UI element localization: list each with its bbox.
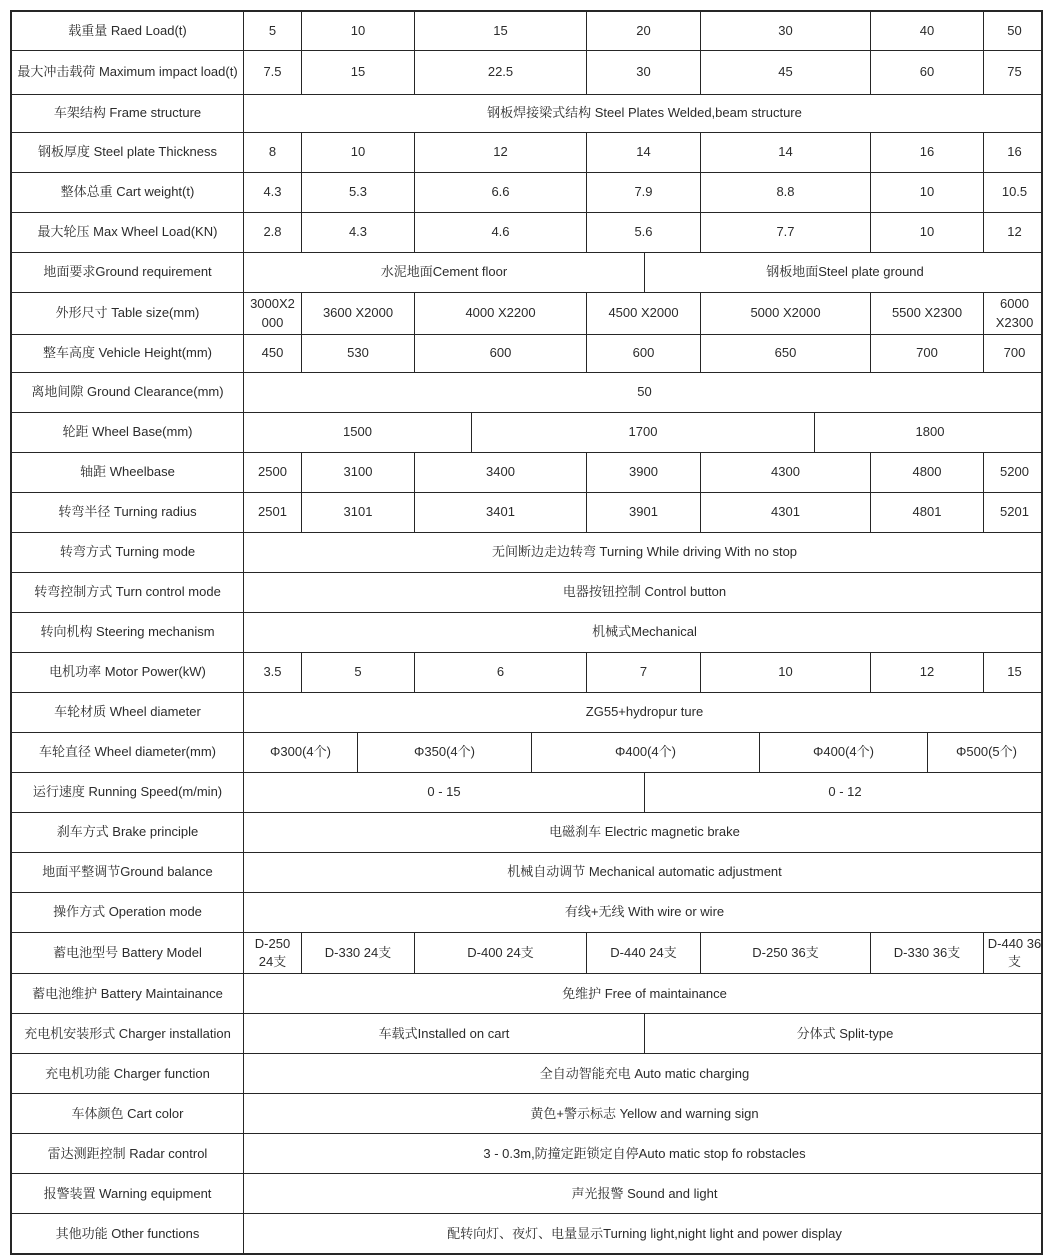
row-values xyxy=(244,373,1045,412)
row-values xyxy=(244,813,1045,852)
value-cell: 1700 xyxy=(472,413,815,452)
value-cell: 12 xyxy=(415,133,587,172)
row-values xyxy=(244,653,1045,692)
value-cell: 2501 xyxy=(244,493,302,532)
value-cell: 4801 xyxy=(871,493,984,532)
row-label: 充电机功能 Charger function xyxy=(12,1054,244,1093)
value-cell: 4800 xyxy=(871,453,984,492)
row-label: 车轮材质 Wheel diameter xyxy=(12,693,244,732)
row-label: 蓄电池维护 Battery Maintainance xyxy=(12,974,244,1013)
value-cell: 15 xyxy=(415,12,587,50)
table-row xyxy=(12,132,1041,172)
row-label: 车轮直径 Wheel diameter(mm) xyxy=(12,733,244,772)
value-cell: 3101 xyxy=(302,493,415,532)
row-values xyxy=(244,573,1045,612)
row-values xyxy=(244,613,1045,652)
value-cell: 10 xyxy=(302,12,415,50)
row-values xyxy=(244,293,1045,334)
value-cell: 12 xyxy=(871,653,984,692)
table-row xyxy=(12,492,1041,532)
row-values xyxy=(244,733,1045,772)
value-cell: 0 - 12 xyxy=(828,784,862,800)
value-cell: Φ300(4个) xyxy=(244,733,358,772)
value-cell: ZG55+hydropur ture xyxy=(585,704,704,720)
value-cell: 14 xyxy=(701,133,871,172)
value-cell: 600 xyxy=(415,335,587,372)
table-row xyxy=(12,572,1041,612)
table-row xyxy=(12,732,1041,772)
row-values xyxy=(244,693,1045,732)
value-cell: 有线+无线 With wire or wire xyxy=(564,904,725,920)
table-row xyxy=(12,1013,1041,1053)
row-label: 电机功率 Motor Power(kW) xyxy=(12,653,244,692)
value-cell: 5 xyxy=(302,653,415,692)
value-cell: 10 xyxy=(701,653,871,692)
row-label: 钢板厚度 Steel plate Thickness xyxy=(12,133,244,172)
value-cell: Φ500(5个) xyxy=(956,744,1017,760)
value-cell: 6.6 xyxy=(415,173,587,212)
row-values xyxy=(244,173,1045,212)
value-cell: Φ400(4个) xyxy=(760,733,928,772)
value-cell: 4500 X2000 xyxy=(587,293,701,334)
table-row xyxy=(12,372,1041,412)
row-values xyxy=(244,1014,1045,1053)
value-cell: D-250 36支 xyxy=(701,933,871,973)
value-cell: 全自动智能充电 Auto matic charging xyxy=(539,1065,750,1081)
value-cell: 3100 xyxy=(302,453,415,492)
value-cell: 650 xyxy=(701,335,871,372)
row-values xyxy=(244,453,1045,492)
value-cell: 电器按钮控制 Control button xyxy=(562,584,727,600)
row-label: 载重量 Raed Load(t) xyxy=(12,12,244,50)
table-row xyxy=(12,452,1041,492)
value-cell: 3900 xyxy=(587,453,701,492)
row-label: 外形尺寸 Table size(mm) xyxy=(12,293,244,334)
value-cell: 10 xyxy=(302,133,415,172)
value-cell: 10 xyxy=(871,173,984,212)
value-cell: D-250 24支 xyxy=(244,933,302,973)
table-row xyxy=(12,94,1041,132)
row-values xyxy=(244,493,1045,532)
value-cell: 22.5 xyxy=(415,51,587,94)
table-row xyxy=(12,334,1041,372)
value-cell: 5 xyxy=(244,12,302,50)
value-cell: 声光报警 Sound and light xyxy=(571,1185,718,1201)
value-cell: 1800 xyxy=(915,424,945,440)
value-cell: 0 - 15 xyxy=(244,773,645,812)
value-cell: 5200 xyxy=(1000,464,1029,480)
value-cell: 5.6 xyxy=(587,213,701,252)
value-cell: 5201 xyxy=(1000,504,1029,520)
value-cell: 钢板地面Steel plate ground xyxy=(766,264,924,280)
row-values xyxy=(244,413,1045,452)
row-label: 蓄电池型号 Battery Model xyxy=(12,933,244,973)
value-cell: 3901 xyxy=(587,493,701,532)
value-cell: 40 xyxy=(871,12,984,50)
row-values xyxy=(244,1054,1045,1093)
row-label: 雷达测距控制 Radar control xyxy=(12,1134,244,1173)
row-label: 转向机构 Steering mechanism xyxy=(12,613,244,652)
value-cell: 530 xyxy=(302,335,415,372)
table-row xyxy=(12,1173,1041,1213)
row-label: 操作方式 Operation mode xyxy=(12,893,244,932)
value-cell: 8.8 xyxy=(701,173,871,212)
value-cell: 30 xyxy=(701,12,871,50)
table-row xyxy=(12,292,1041,334)
table-row xyxy=(12,1213,1041,1253)
value-cell: 电磁刹车 Electric magnetic brake xyxy=(549,824,740,840)
table-row xyxy=(12,412,1041,452)
row-label: 报警装置 Warning equipment xyxy=(12,1174,244,1213)
row-label: 整车高度 Vehicle Height(mm) xyxy=(12,335,244,372)
value-cell: 10 xyxy=(871,213,984,252)
row-values xyxy=(244,1174,1045,1213)
value-cell: 机械自动调节 Mechanical automatic adjustment xyxy=(507,864,782,880)
value-cell: 10.5 xyxy=(1001,184,1028,200)
row-label: 地面平整调节Ground balance xyxy=(12,853,244,892)
row-label: 其他功能 Other functions xyxy=(12,1214,244,1253)
row-values xyxy=(244,12,1045,50)
table-row xyxy=(12,932,1041,973)
value-cell: 车载式Installed on cart xyxy=(244,1014,645,1053)
value-cell: Φ400(4个) xyxy=(532,733,760,772)
value-cell: 20 xyxy=(587,12,701,50)
value-cell: 4.3 xyxy=(302,213,415,252)
value-cell: 12 xyxy=(1007,224,1022,240)
table-row xyxy=(12,852,1041,892)
value-cell: 钢板焊接梁式结构 Steel Plates Welded,beam structure xyxy=(487,105,802,121)
value-cell: 14 xyxy=(587,133,701,172)
row-values xyxy=(244,335,1045,372)
row-values xyxy=(244,95,1045,132)
row-label: 充电机安装形式 Charger installation xyxy=(12,1014,244,1053)
value-cell: 6 xyxy=(415,653,587,692)
value-cell: 16 xyxy=(871,133,984,172)
value-cell: 免维护 Free of maintainance xyxy=(562,985,727,1001)
table-row xyxy=(12,973,1041,1013)
value-cell: 黄色+警示标志 Yellow and warning sign xyxy=(530,1105,759,1121)
table-row xyxy=(12,772,1041,812)
value-cell: 2500 xyxy=(244,453,302,492)
value-cell: 50 xyxy=(1007,22,1022,38)
row-values xyxy=(244,253,1045,292)
table-row xyxy=(12,1133,1041,1173)
row-label: 离地间隙 Ground Clearance(mm) xyxy=(12,373,244,412)
value-cell: 4.3 xyxy=(244,173,302,212)
table-row xyxy=(12,612,1041,652)
row-values xyxy=(244,133,1045,172)
table-row xyxy=(12,532,1041,572)
value-cell: D-400 24支 xyxy=(415,933,587,973)
value-cell: 75 xyxy=(1007,64,1022,80)
value-cell: 7 xyxy=(587,653,701,692)
value-cell: 15 xyxy=(1007,664,1022,680)
row-label: 整体总重 Cart weight(t) xyxy=(12,173,244,212)
row-label: 最大冲击载荷 Maximum impact load(t) xyxy=(12,51,244,94)
value-cell: 7.9 xyxy=(587,173,701,212)
row-values xyxy=(244,773,1045,812)
row-values xyxy=(244,974,1045,1013)
value-cell: 30 xyxy=(587,51,701,94)
value-cell: 3.5 xyxy=(244,653,302,692)
table-row xyxy=(12,1053,1041,1093)
table-row xyxy=(12,692,1041,732)
value-cell: 4000 X2200 xyxy=(415,293,587,334)
value-cell: 5.3 xyxy=(302,173,415,212)
row-values xyxy=(244,213,1045,252)
value-cell: 3 - 0.3m,防撞定距锁定自停Auto matic stop fo robstacles xyxy=(483,1145,806,1161)
row-label: 运行速度 Running Speed(m/min) xyxy=(12,773,244,812)
row-values xyxy=(244,1214,1045,1253)
row-values xyxy=(244,933,1045,973)
value-cell: 16 xyxy=(1007,144,1022,160)
row-values xyxy=(244,533,1045,572)
value-cell: 8 xyxy=(244,133,302,172)
row-label: 最大轮压 Max Wheel Load(KN) xyxy=(12,213,244,252)
table-row xyxy=(12,252,1041,292)
value-cell: 3000X2000 xyxy=(244,293,302,334)
value-cell: 5500 X2300 xyxy=(871,293,984,334)
value-cell: 3600 X2000 xyxy=(302,293,415,334)
value-cell: 50 xyxy=(637,384,652,400)
row-label: 转弯半径 Turning radius xyxy=(12,493,244,532)
row-values xyxy=(244,853,1045,892)
value-cell: 机械式Mechanical xyxy=(592,624,697,640)
value-cell: 4301 xyxy=(701,493,871,532)
value-cell: D-440 36支 xyxy=(987,936,1042,970)
row-label: 转弯方式 Turning mode xyxy=(12,533,244,572)
value-cell: 7.5 xyxy=(244,51,302,94)
row-values xyxy=(244,51,1045,94)
value-cell: 5000 X2000 xyxy=(701,293,871,334)
value-cell: 配转向灯、夜灯、电量显示Turning light,night light and power display xyxy=(447,1225,842,1241)
row-label: 轮距 Wheel Base(mm) xyxy=(12,413,244,452)
row-label: 刹车方式 Brake principle xyxy=(12,813,244,852)
value-cell: 450 xyxy=(244,335,302,372)
value-cell: 水泥地面Cement floor xyxy=(244,253,645,292)
row-label: 地面要求Ground requirement xyxy=(12,253,244,292)
row-values xyxy=(244,1094,1045,1133)
value-cell: 无间断边走边转弯 Turning While driving With no stop xyxy=(491,544,798,560)
value-cell: 分体式 Split-type xyxy=(796,1025,894,1041)
value-cell: 2.8 xyxy=(244,213,302,252)
table-row xyxy=(12,212,1041,252)
value-cell: 15 xyxy=(302,51,415,94)
value-cell: 700 xyxy=(1003,345,1026,361)
row-label: 车架结构 Frame structure xyxy=(12,95,244,132)
spec-table xyxy=(10,10,1043,1255)
table-row xyxy=(12,652,1041,692)
value-cell: D-440 24支 xyxy=(587,933,701,973)
table-row xyxy=(12,812,1041,852)
value-cell: 7.7 xyxy=(701,213,871,252)
value-cell: 6000 X2300 xyxy=(995,296,1034,330)
value-cell: 3400 xyxy=(415,453,587,492)
value-cell: 4300 xyxy=(701,453,871,492)
row-label: 转弯控制方式 Turn control mode xyxy=(12,573,244,612)
value-cell: D-330 24支 xyxy=(302,933,415,973)
value-cell: 45 xyxy=(701,51,871,94)
value-cell: D-330 36支 xyxy=(871,933,984,973)
value-cell: 60 xyxy=(871,51,984,94)
row-values xyxy=(244,1134,1045,1173)
row-values xyxy=(244,893,1045,932)
table-row xyxy=(12,50,1041,94)
value-cell: 3401 xyxy=(415,493,587,532)
table-row xyxy=(12,1093,1041,1133)
value-cell: 600 xyxy=(587,335,701,372)
table-row xyxy=(12,12,1041,50)
value-cell: 1500 xyxy=(244,413,472,452)
row-label: 轴距 Wheelbase xyxy=(12,453,244,492)
row-label: 车体颜色 Cart color xyxy=(12,1094,244,1133)
value-cell: Φ350(4个) xyxy=(358,733,532,772)
table-row xyxy=(12,892,1041,932)
value-cell: 700 xyxy=(871,335,984,372)
value-cell: 4.6 xyxy=(415,213,587,252)
table-row xyxy=(12,172,1041,212)
